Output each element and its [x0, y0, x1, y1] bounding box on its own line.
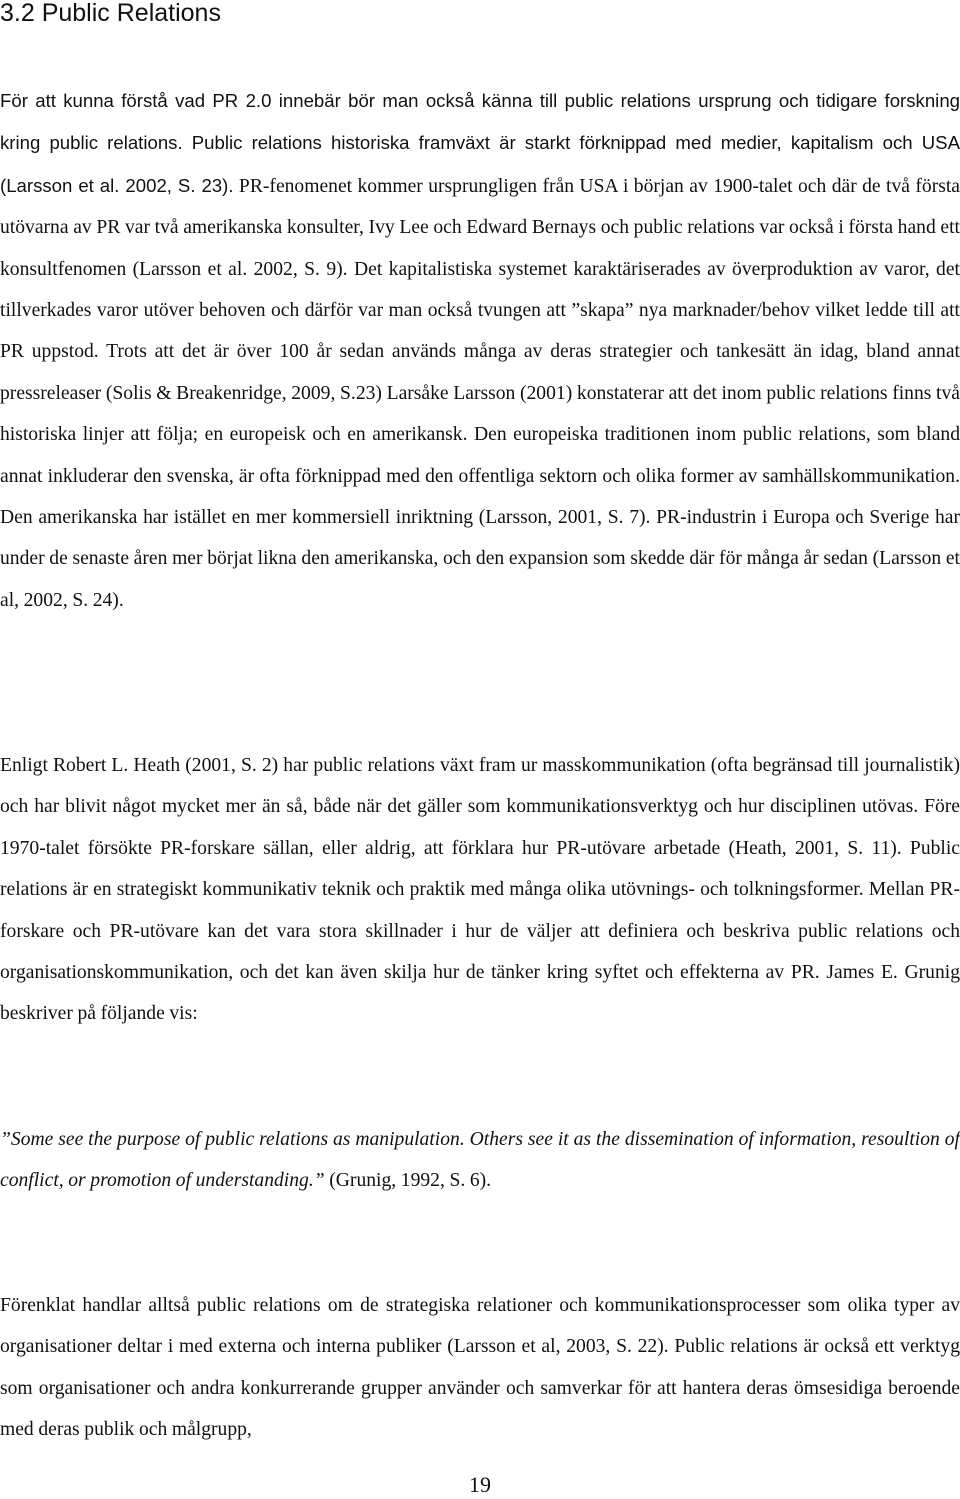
grunig-quote	[0, 1119, 960, 1202]
paragraph-heath: Enligt Robert L. Heath (2001, S. 2) har public relations växt fram ur masskommunikation (ofta begränsad till journalistik) och har blivit något mycket mer än så, både när det gäller som kommunikationsverktyg och hur disciplinen utövas. Före 1970-talet försökte PR-forskare sällan, eller aldrig, att förklara hur PR-utövare arbetade (Heath, 2001, S. 11). Public relations är en strategiskt kommunikativ teknik och praktik med många olika utövnings- och tolkningsformer. Mellan PR- forskare och PR-utövare kan det vara stora skillnader i hur de väljer att definiera och beskriva public relations och organisationskommunikation, och det kan även skilja hur de tänker kring syftet och effekterna av PR. James E. Grunig beskriver på följande vis:	[0, 755, 960, 1025]
paragraph-history-sans-part: För att kunna förstå vad PR 2.0 innebär bör man också känna till public relations ursprung och tidigare forskning kring public relations. Public relations historiska framväxt är starkt förknippad med medier, kapitalism och USA (Larsson et al. 2002, S. 23).	[0, 90, 960, 196]
quote-citation: (Grunig, 1992, S. 6).	[324, 1170, 492, 1192]
paragraph-summary: Förenklat handlar alltså public relations om de strategiska relationer och kommunikationsprocesser som olika typer av organisationer deltar i med externa och interna publiker (Larsson et al, 2003, S. 22). Public relations är också ett verktyg som organisationer och andra konkurrerande grupper använder och samverkar för att hantera deras ömsesidiga beroende med deras publik och målgrupp,	[0, 1295, 960, 1441]
page-number: 19	[469, 1472, 491, 1497]
paragraph-history	[0, 80, 960, 621]
quote-text: ”Some see the purpose of public relations as manipulation. Others see it as the dissemination of information, resoultion of conflict, or promotion of understanding.”	[0, 1129, 960, 1192]
paragraph-history-serif-part: PR-fenomenet kommer ursprungligen från USA i början av 1900-talet och där de två första utövarna av PR var två amerikanska konsulter, Ivy Lee och Edward Bernays och public relations var också i första hand ett konsultfenomen (Larsson et al. 2002, S. 9). Det kapitalistiska systemet karaktäriserades av överproduktion av varor, det tillverkades varor utöver behoven och därför var man också tvungen att ”skapa” nya marknader/behov vilket ledde till att PR uppstod. Trots att det är över 100 år sedan används många av deras strategier och tankesätt än idag, bland annat pressreleaser (Solis & Breakenridge, 2009, S.23) Larsåke Larsson (2001) konstaterar att det inom public relations finns två historiska linjer att följa; en europeisk och en amerikansk. Den europeiska traditionen inom public relations, som bland annat inkluderar den svenska, är ofta förknippad med den offentliga sektorn och olika former av samhällskommunikation. Den amerikanska har istället en mer kommersiell inriktning (Larsson, 2001, S. 7). PR-industrin i Europa och Sverige har under de senaste åren mer börjat likna den amerikanska, och den expansion som skedde där för många år sedan (Larsson et al, 2002, S. 24).	[0, 175, 960, 611]
section-heading: 3.2 Public Relations	[0, 0, 221, 27]
